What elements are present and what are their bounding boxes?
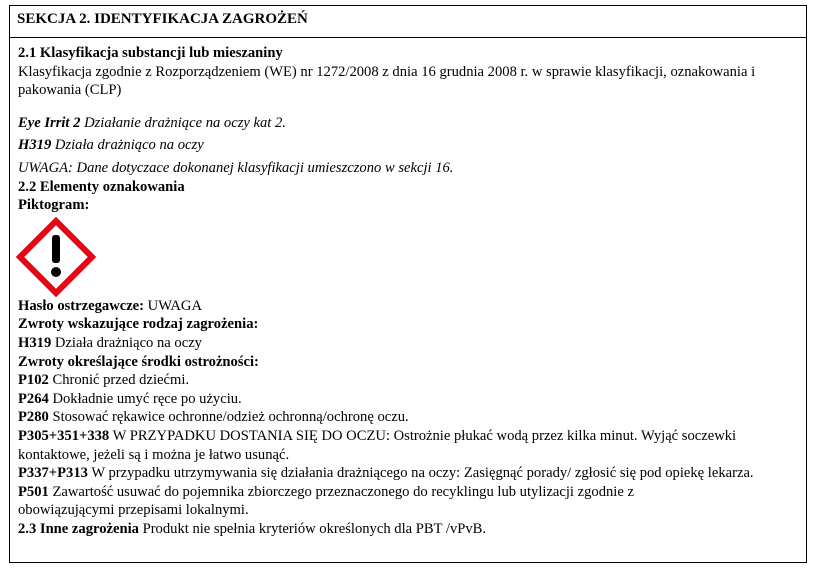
- h-text: Działa drażniąco na oczy: [51, 137, 204, 154]
- hazard-statements-heading: Zwroty wskazujące rodzaj zagrożenia:: [18, 316, 259, 333]
- class-code: Eye Irrit 2: [18, 114, 81, 131]
- classification-heading: 2.1 Klasyfikacja substancji lub mieszaniny: [18, 45, 283, 61]
- hazard-section-box: [9, 5, 807, 563]
- section-title: SEKCJA 2. IDENTYFIKACJA ZAGROŻEŃ: [10, 6, 806, 38]
- signal-label: Hasło ostrzegawcze:: [18, 297, 145, 314]
- statement-code: H319: [18, 334, 52, 351]
- pictogram-label: Piktogram:: [18, 197, 90, 214]
- labelling-heading: 2.2 Elementy oznakowania: [18, 178, 185, 195]
- statement-text: W przypadku utrzymywania się działania drażniącego na oczy: Zasięgnąć porady/ zgłosić się pod opiekę lekarza.: [87, 465, 754, 482]
- classification-line: [18, 114, 806, 133]
- statement-code: P280: [18, 409, 49, 426]
- statement-code: P501: [18, 483, 49, 500]
- statement-text: Dokładnie umyć ręce po użyciu.: [48, 390, 242, 407]
- statement-text: Zawartość usuwać do pojemnika zbiorczego przeznaczonego do recyklingu lub utylizacji zgodnie z obowiązującymi przepisami lokalnymi.: [18, 483, 634, 519]
- precaution-statement: [18, 464, 793, 483]
- precaution-statements-heading: Zwroty określające środki ostrożności:: [18, 353, 259, 370]
- exclamation-mark-ghs07-icon: [16, 217, 96, 297]
- h-code: H319: [18, 137, 52, 154]
- statement-text: W PRZYPADKU DOSTANIA SIĘ DO OCZU: Ostrożnie płukać wodą przez kilka minut. Wyjąć soczewki kontaktowe, jeżeli są i można je łatwo usunąć.: [18, 427, 737, 463]
- classification-hazard-line: [18, 136, 806, 155]
- hazard-statement: [18, 334, 806, 353]
- other-hazards-text: Produkt nie spełnia kryteriów określonych dla PBT /vPvB.: [138, 520, 487, 537]
- precaution-statement: [18, 371, 806, 390]
- classification-text: Klasyfikacja zgodnie z Rozporządzeniem (WE) nr 1272/2008 z dnia 16 grudnia 2008 r. w sprawie klasyfikacji, oznakowania i pakowania (CLP): [18, 63, 756, 99]
- precaution-statement: [18, 408, 806, 427]
- statement-code: P337+P313: [18, 465, 88, 482]
- precaution-statement: [18, 390, 806, 409]
- statement-code: P264: [18, 390, 49, 407]
- classification-note: UWAGA: Dane dotyczace dokonanej klasyfikacji umieszczono w sekcji 16.: [18, 159, 454, 176]
- statement-code: P305+351+338: [18, 427, 110, 444]
- precaution-statement: [18, 483, 718, 520]
- statement-text: Stosować rękawice ochronne/odzież ochronną/ochronę oczu.: [48, 409, 409, 426]
- other-hazards-line: [18, 520, 806, 539]
- statement-text: Chronić przed dziećmi.: [48, 372, 190, 389]
- other-hazards-heading: 2.3 Inne zagrożenia: [18, 520, 139, 537]
- section-body: [10, 38, 806, 538]
- statement-text: Działa drażniąco na oczy: [51, 334, 202, 351]
- class-text: Działanie drażniące na oczy kat 2.: [80, 114, 286, 131]
- statement-code: P102: [18, 372, 49, 389]
- signal-value: UWAGA: [144, 297, 202, 314]
- signal-word-line: [18, 297, 806, 316]
- precaution-statement: [18, 427, 778, 464]
